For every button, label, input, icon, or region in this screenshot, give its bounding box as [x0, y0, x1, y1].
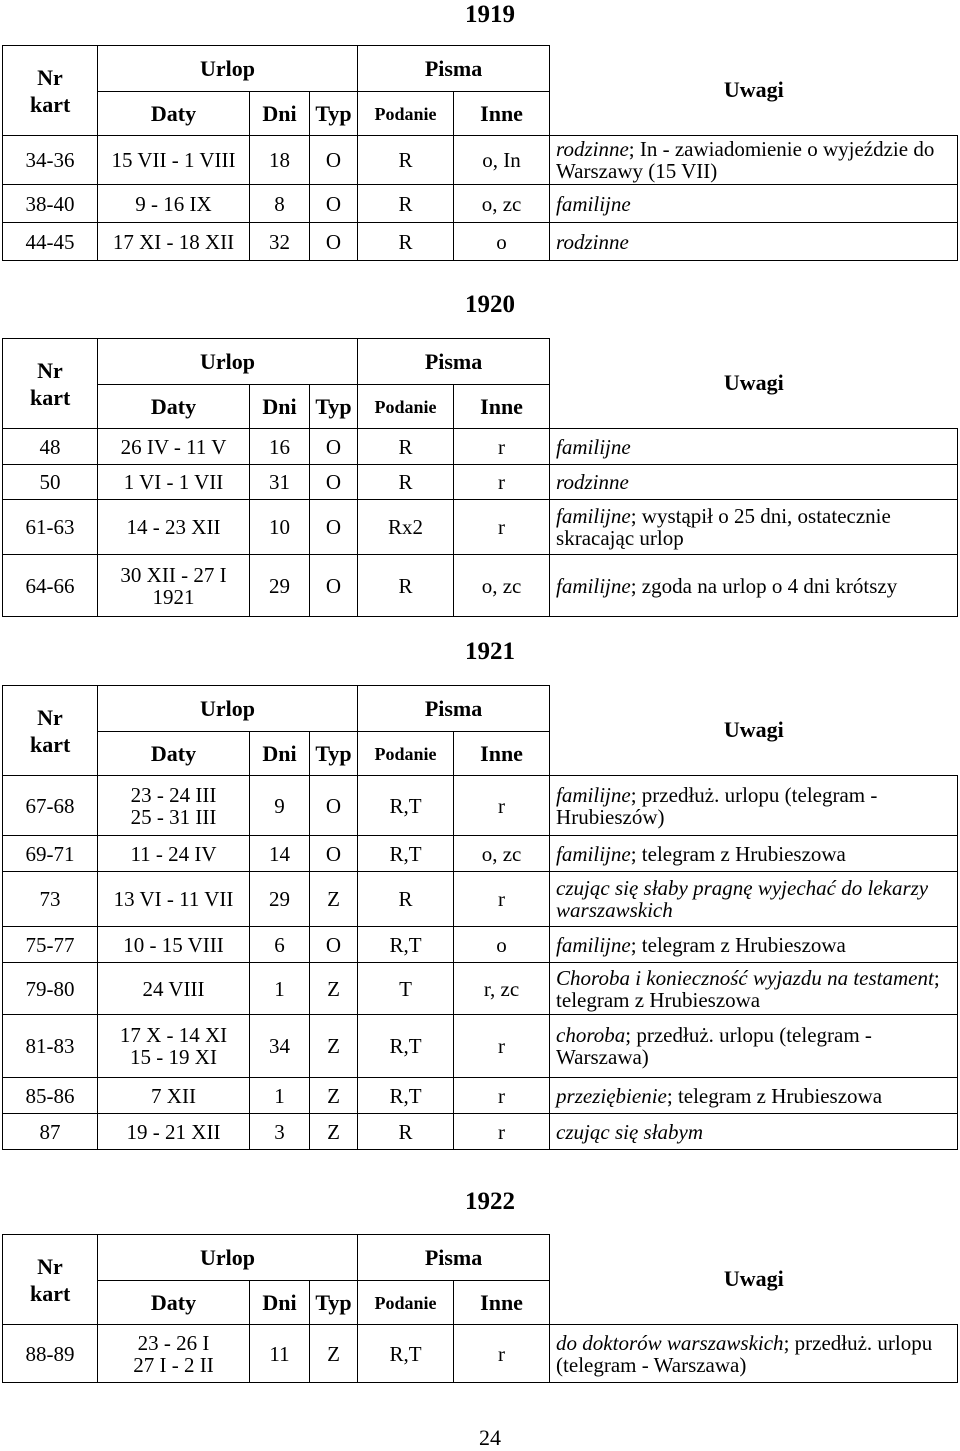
year-heading-1921: 1921	[465, 638, 515, 665]
header-pisma: Pisma	[358, 1235, 550, 1281]
cell-inne: r	[454, 465, 550, 500]
cell-uwagi-reason: choroba	[556, 1023, 626, 1047]
cell-nr: 50	[3, 465, 98, 500]
cell-nr: 75-77	[3, 927, 98, 963]
cell-dni: 31	[250, 465, 310, 500]
cell-dni: 9	[250, 776, 310, 836]
header-pisma: Pisma	[358, 46, 550, 92]
cell-daty	[98, 1078, 250, 1114]
cell-inne: o, zc	[454, 836, 550, 872]
cell-daty-line: 7 XII	[151, 1083, 196, 1108]
cell-nr: 44-45	[3, 223, 98, 261]
header-inne: Inne	[454, 92, 550, 136]
header-pisma: Pisma	[358, 339, 550, 385]
cell-typ: Z	[310, 1015, 358, 1078]
cell-daty	[98, 1325, 250, 1383]
cell-uwagi-note: ; przedłuż. urlopu (telegram - Warszawa)	[556, 1330, 933, 1377]
header-dni: Dni	[250, 92, 310, 136]
cell-inne: r	[454, 1078, 550, 1114]
cell-inne: o, zc	[454, 555, 550, 617]
cell-daty-line: 27 I - 2 II	[133, 1352, 214, 1377]
cell-inne: o	[454, 223, 550, 261]
cell-daty-line: 11 - 24 IV	[130, 841, 217, 866]
cell-nr: 34-36	[3, 136, 98, 185]
cell-inne: r	[454, 500, 550, 555]
cell-daty-line: 1921	[152, 584, 195, 609]
cell-daty-line: 24 VIII	[142, 976, 205, 1001]
header-urlop: Urlop	[98, 46, 358, 92]
header-daty: Daty	[98, 1281, 250, 1325]
header-nr-kart	[3, 1235, 98, 1325]
cell-nr: 85-86	[3, 1078, 98, 1114]
cell-dni: 6	[250, 927, 310, 963]
cell-dni: 1	[250, 963, 310, 1015]
cell-dni: 16	[250, 429, 310, 465]
header-nr-kart-label: Nr kart	[30, 1253, 71, 1306]
header-inne: Inne	[454, 1281, 550, 1325]
cell-nr: 48	[3, 429, 98, 465]
cell-podanie: R	[358, 555, 454, 617]
cell-uwagi-reason: czując się słabym	[556, 1119, 704, 1144]
table-row	[3, 776, 958, 836]
cell-uwagi	[550, 927, 958, 963]
table-row	[3, 1078, 958, 1114]
cell-podanie: R,T	[358, 776, 454, 836]
cell-uwagi	[550, 1078, 958, 1114]
cell-uwagi-note: ; In - zawiadomienie o wyjeździe do Warszawy (15 VII)	[556, 137, 935, 183]
cell-nr: 69-71	[3, 836, 98, 872]
cell-dni: 10	[250, 500, 310, 555]
cell-podanie: Rx2	[358, 500, 454, 555]
cell-uwagi-note: ; przedłuż. urlopu (telegram - Hrubieszów)	[556, 782, 878, 829]
header-daty: Daty	[98, 385, 250, 429]
cell-daty	[98, 836, 250, 872]
cell-daty-line: 26 IV - 11 V	[120, 434, 227, 459]
cell-uwagi-note: ; telegram z Hrubieszowa	[666, 1083, 883, 1108]
cell-uwagi-reason: familijne	[556, 191, 631, 216]
cell-daty-line: 17 XI - 18 XII	[112, 229, 235, 254]
cell-nr: 73	[3, 872, 98, 927]
cell-uwagi-note: ; przedłuż. urlopu (telegram - Warszawa)	[556, 1023, 872, 1069]
cell-podanie: R	[358, 1114, 454, 1150]
cell-nr: 79-80	[3, 963, 98, 1015]
cell-dni: 3	[250, 1114, 310, 1150]
cell-uwagi-reason: familijne	[556, 573, 631, 598]
records-table-1921	[2, 685, 958, 1150]
header-daty: Daty	[98, 92, 250, 136]
cell-daty	[98, 500, 250, 555]
cell-dni: 29	[250, 872, 310, 927]
header-uwagi: Uwagi	[550, 339, 958, 429]
table-row	[3, 500, 958, 555]
cell-uwagi-note: ; wystąpił o 25 dni, ostatecznie skracając urlop	[556, 504, 891, 550]
cell-inne: r	[454, 1015, 550, 1078]
cell-inne: r	[454, 872, 550, 927]
cell-typ: O	[310, 555, 358, 617]
cell-daty-line: 30 XII - 27 I	[120, 562, 227, 587]
cell-typ: O	[310, 465, 358, 500]
cell-daty	[98, 136, 250, 185]
cell-daty-line: 9 - 16 IX	[135, 191, 212, 216]
cell-uwagi-reason: Choroba i konieczność wyjazdu na testament	[556, 965, 934, 990]
cell-uwagi	[550, 136, 958, 185]
header-nr-kart	[3, 686, 98, 776]
cell-dni: 18	[250, 136, 310, 185]
table-row	[3, 223, 958, 261]
cell-uwagi	[550, 465, 958, 500]
table-row	[3, 185, 958, 223]
cell-typ: Z	[310, 1325, 358, 1383]
cell-uwagi	[550, 1325, 958, 1383]
cell-daty-line: 15 - 19 XI	[130, 1045, 217, 1069]
cell-nr: 38-40	[3, 185, 98, 223]
cell-daty	[98, 1015, 250, 1078]
cell-typ: Z	[310, 1078, 358, 1114]
cell-inne: r	[454, 1114, 550, 1150]
cell-dni: 1	[250, 1078, 310, 1114]
cell-uwagi	[550, 1015, 958, 1078]
cell-uwagi-reason: familijne	[556, 932, 631, 957]
header-inne: Inne	[454, 385, 550, 429]
cell-typ: O	[310, 776, 358, 836]
header-podanie: Podanie	[358, 732, 454, 776]
header-typ: Typ	[310, 732, 358, 776]
cell-uwagi	[550, 555, 958, 617]
cell-uwagi-reason: przeziębienie	[556, 1083, 667, 1108]
cell-uwagi-reason: familijne	[556, 434, 631, 459]
cell-inne: o, zc	[454, 185, 550, 223]
cell-nr: 81-83	[3, 1015, 98, 1078]
cell-inne: r	[454, 776, 550, 836]
cell-daty	[98, 1114, 250, 1150]
cell-typ: Z	[310, 1114, 358, 1150]
cell-typ: O	[310, 836, 358, 872]
cell-uwagi	[550, 872, 958, 927]
header-uwagi: Uwagi	[550, 686, 958, 776]
year-heading-1919: 1919	[465, 1, 515, 28]
header-urlop: Urlop	[98, 339, 358, 385]
cell-daty	[98, 465, 250, 500]
cell-nr: 87	[3, 1114, 98, 1150]
cell-podanie: R,T	[358, 1078, 454, 1114]
header-podanie: Podanie	[358, 1281, 454, 1325]
cell-daty	[98, 429, 250, 465]
cell-dni: 32	[250, 223, 310, 261]
cell-uwagi	[550, 185, 958, 223]
cell-typ: O	[310, 185, 358, 223]
header-podanie: Podanie	[358, 385, 454, 429]
cell-inne: o, In	[454, 136, 550, 185]
cell-daty-line: 17 X - 14 XI	[119, 1023, 228, 1047]
cell-uwagi	[550, 963, 958, 1015]
cell-uwagi	[550, 1114, 958, 1150]
cell-daty-line: 19 - 21 XII	[126, 1119, 221, 1144]
cell-daty	[98, 555, 250, 617]
table-row	[3, 963, 958, 1015]
cell-uwagi	[550, 223, 958, 261]
cell-typ: O	[310, 500, 358, 555]
header-pisma: Pisma	[358, 686, 550, 732]
cell-uwagi	[550, 836, 958, 872]
cell-uwagi-reason: rodzinne	[556, 229, 629, 254]
cell-inne: r	[454, 429, 550, 465]
cell-podanie: R	[358, 223, 454, 261]
records-table-1919	[2, 45, 958, 261]
cell-podanie: R,T	[358, 1325, 454, 1383]
header-dni: Dni	[250, 385, 310, 429]
cell-podanie: R	[358, 429, 454, 465]
cell-daty-line: 23 - 26 I	[137, 1330, 210, 1355]
header-nr-kart	[3, 46, 98, 136]
header-dni: Dni	[250, 732, 310, 776]
cell-uwagi-reason: do doktorów warszawskich	[556, 1330, 784, 1355]
cell-uwagi-reason: rodzinne	[556, 470, 629, 494]
cell-uwagi-reason: czując się słaby pragnę wyjechać do lekarzy warszawskich	[556, 876, 929, 922]
cell-daty	[98, 776, 250, 836]
cell-typ: O	[310, 223, 358, 261]
table-row	[3, 1114, 958, 1150]
table-row	[3, 927, 958, 963]
year-heading-1922: 1922	[465, 1188, 515, 1215]
cell-daty	[98, 872, 250, 927]
header-nr-kart-label: Nr kart	[30, 64, 71, 117]
cell-uwagi-reason: familijne	[556, 782, 631, 807]
cell-podanie: R	[358, 872, 454, 927]
cell-nr: 67-68	[3, 776, 98, 836]
header-dni: Dni	[250, 1281, 310, 1325]
cell-podanie: R,T	[358, 836, 454, 872]
cell-inne: r	[454, 1325, 550, 1383]
header-nr-kart-label: Nr kart	[30, 704, 71, 757]
table-row	[3, 1015, 958, 1078]
header-uwagi: Uwagi	[550, 1235, 958, 1325]
cell-daty-line: 14 - 23 XII	[126, 515, 221, 539]
table-row	[3, 429, 958, 465]
cell-dni: 29	[250, 555, 310, 617]
cell-uwagi-note: ; telegram z Hrubieszowa	[556, 965, 940, 1012]
cell-uwagi	[550, 776, 958, 836]
table-row	[3, 836, 958, 872]
cell-typ: O	[310, 429, 358, 465]
cell-dni: 14	[250, 836, 310, 872]
cell-daty-line: 25 - 31 III	[130, 804, 217, 829]
cell-podanie: R	[358, 185, 454, 223]
header-nr-kart	[3, 339, 98, 429]
table-row	[3, 1325, 958, 1383]
header-podanie: Podanie	[358, 92, 454, 136]
cell-daty	[98, 927, 250, 963]
table-row	[3, 555, 958, 617]
header-daty: Daty	[98, 732, 250, 776]
page-number: 24	[479, 1425, 501, 1450]
header-typ: Typ	[310, 92, 358, 136]
cell-uwagi-reason: rodzinne	[556, 137, 629, 161]
table-row	[3, 136, 958, 185]
table-row	[3, 872, 958, 927]
cell-uwagi	[550, 500, 958, 555]
cell-uwagi-note: ; zgoda na urlop o 4 dni krótszy	[630, 573, 898, 598]
cell-daty	[98, 223, 250, 261]
header-uwagi: Uwagi	[550, 46, 958, 136]
table-row	[3, 465, 958, 500]
cell-uwagi-reason: familijne	[556, 841, 631, 866]
cell-nr: 88-89	[3, 1325, 98, 1383]
cell-uwagi-note: ; telegram z Hrubieszowa	[630, 841, 846, 866]
cell-typ: O	[310, 927, 358, 963]
header-urlop: Urlop	[98, 1235, 358, 1281]
cell-daty-line: 15 VII - 1 VIII	[111, 148, 236, 172]
cell-inne: r, zc	[454, 963, 550, 1015]
cell-nr: 64-66	[3, 555, 98, 617]
header-nr-kart-label: Nr kart	[30, 357, 71, 410]
cell-typ: Z	[310, 963, 358, 1015]
cell-dni: 8	[250, 185, 310, 223]
cell-uwagi-reason: familijne	[556, 504, 631, 528]
cell-podanie: R,T	[358, 1015, 454, 1078]
records-table-1922	[2, 1234, 958, 1383]
header-typ: Typ	[310, 385, 358, 429]
header-typ: Typ	[310, 1281, 358, 1325]
cell-dni: 11	[250, 1325, 310, 1383]
cell-podanie: R	[358, 136, 454, 185]
cell-podanie: R	[358, 465, 454, 500]
cell-nr: 61-63	[3, 500, 98, 555]
cell-daty-line: 13 VI - 11 VII	[113, 887, 234, 911]
cell-uwagi	[550, 429, 958, 465]
cell-daty-line: 1 VI - 1 VII	[123, 470, 224, 494]
cell-podanie: T	[358, 963, 454, 1015]
cell-daty-line: 23 - 24 III	[130, 782, 217, 807]
cell-daty-line: 10 - 15 VIII	[123, 932, 224, 957]
records-table-1920	[2, 338, 958, 617]
cell-dni: 34	[250, 1015, 310, 1078]
cell-daty	[98, 963, 250, 1015]
header-inne: Inne	[454, 732, 550, 776]
year-heading-1920: 1920	[465, 291, 515, 318]
header-urlop: Urlop	[98, 686, 358, 732]
cell-inne: o	[454, 927, 550, 963]
cell-daty	[98, 185, 250, 223]
cell-typ: Z	[310, 872, 358, 927]
cell-uwagi-note: ; telegram z Hrubieszowa	[630, 932, 846, 957]
cell-podanie: R,T	[358, 927, 454, 963]
cell-typ: O	[310, 136, 358, 185]
